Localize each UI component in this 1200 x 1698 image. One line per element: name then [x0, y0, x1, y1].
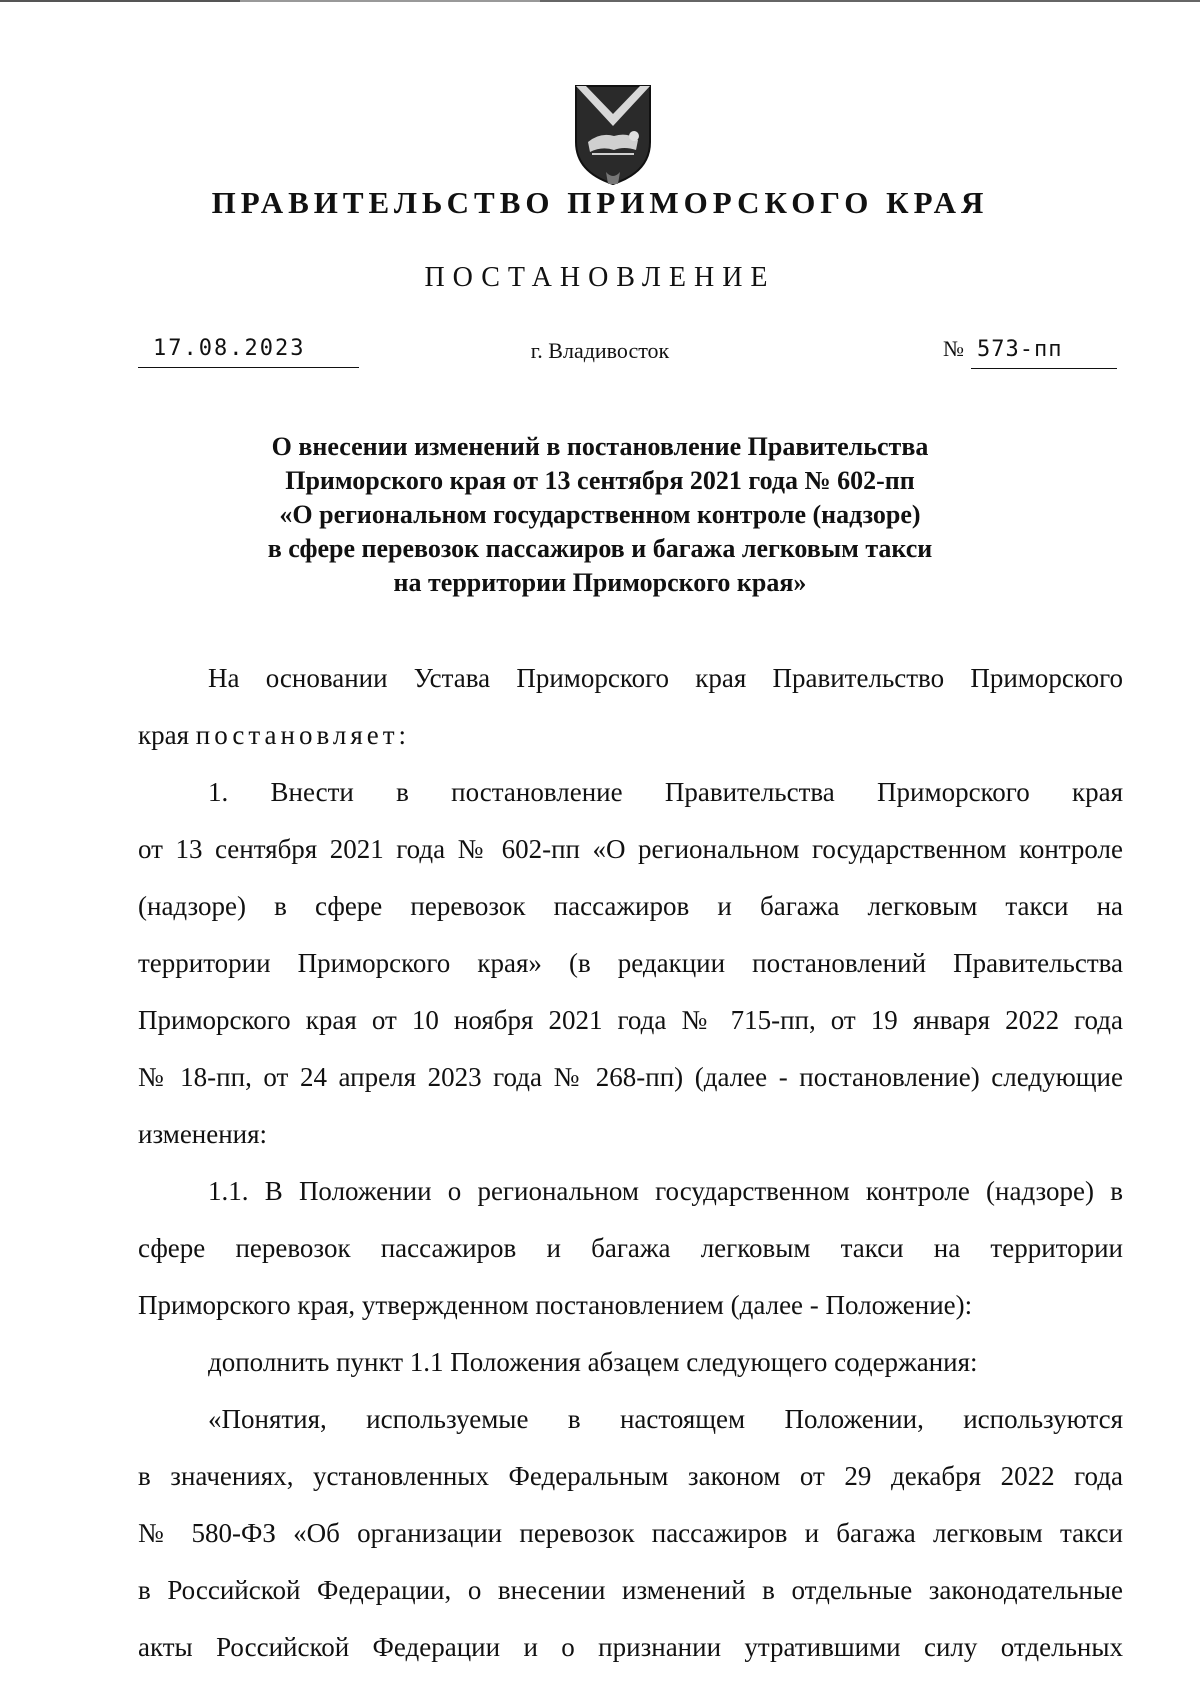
body-line: территории Приморского края» (в редакции постановлений Правительства [138, 948, 1123, 978]
document-type: ПОСТАНОВЛЕНИЕ [424, 262, 776, 293]
authority-title: ПРАВИТЕЛЬСТВО ПРИМОРСКОГО КРАЯ [211, 185, 989, 220]
heading-line: «О региональном государственном контроле (надзоре) [279, 500, 921, 529]
document-date: 17.08.2023 [138, 336, 359, 368]
body-line: № 580-ФЗ «Об организации перевозок пассажиров и багажа легковым такси [138, 1518, 1123, 1548]
body-line: в Российской Федерации, о внесении изменений в отдельные законодательные [138, 1575, 1123, 1605]
heading-line: в сфере перевозок пассажиров и багажа легковым такси [267, 534, 933, 563]
body-line: (надзоре) в сфере перевозок пассажиров и багажа легковым такси на [138, 891, 1123, 921]
body-line [138, 707, 1123, 764]
body-line: «Понятия, используемые в настоящем Положении, используются [208, 1404, 1123, 1434]
body-line: На основании Устава Приморского края Правительство Приморского [208, 663, 1123, 693]
body-line: сфере перевозок пассажиров и багажа легковым такси на территории [138, 1233, 1123, 1263]
body-line: 1. Внести в постановление Правительства Приморского края [208, 777, 1123, 807]
body-line: изменения: [138, 1119, 268, 1149]
scan-top-edge [0, 0, 1200, 2]
document-body [138, 650, 1123, 1676]
body-line: от 13 сентября 2021 года № 602-пп «О региональном государственном контроле [138, 834, 1123, 864]
body-line: Приморского края, утвержденном постановлением (далее - Положение): [138, 1290, 973, 1320]
heading-line: Приморского края от 13 сентября 2021 года № 602-пп [285, 466, 915, 495]
heading-line: на территории Приморского края» [393, 568, 807, 597]
number-sign: № [943, 336, 964, 361]
body-line: 1.1. В Положении о региональном государственном контроле (надзоре) в [208, 1176, 1123, 1206]
body-line: акты Российской Федерации и о признании утратившими силу отдельных [138, 1632, 1123, 1662]
document-heading [150, 430, 1050, 600]
document-number: 573-пп [971, 337, 1117, 369]
document-number-block [943, 336, 1123, 369]
resolves-word: постановляет: [195, 720, 411, 750]
preamble-prefix: края [138, 720, 190, 750]
coat-of-arms-emblem [570, 80, 656, 188]
document-city: г. Владивосток [530, 338, 670, 363]
body-line: № 18-пп, от 24 апреля 2023 года № 268-пп) (далее - постановление) следующие [138, 1062, 1123, 1092]
body-line: в значениях, установленных Федеральным законом от 29 декабря 2022 года [138, 1461, 1123, 1491]
body-line: дополнить пункт 1.1 Положения абзацем следующего содержания: [208, 1347, 978, 1377]
body-line: Приморского края от 10 ноября 2021 года № 715-пп, от 19 января 2022 года [138, 1005, 1123, 1035]
heading-line: О внесении изменений в постановление Правительства [271, 432, 929, 461]
